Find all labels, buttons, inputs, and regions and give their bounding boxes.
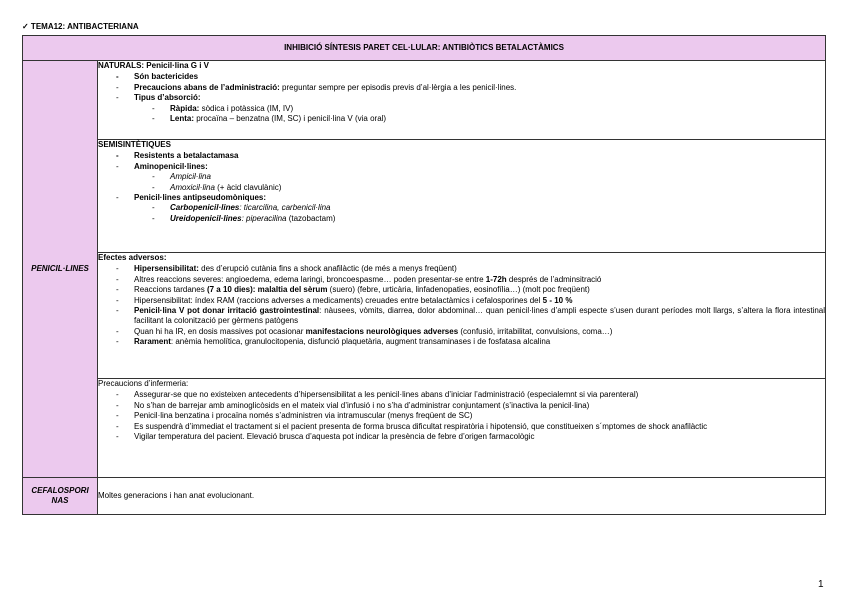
nursing-precautions-title: Precaucions d’infermeria: bbox=[98, 379, 189, 388]
semisynthetic-item: - Penicil·lines antipseudomòniques: - Carbopenicil·lines: ticarcilina, carbenicil·lina - Ureidopenicil·lines: piperacilina (tazobactam) bbox=[116, 193, 825, 224]
nursing-precautions-section bbox=[98, 379, 826, 478]
naturals-section bbox=[98, 61, 826, 140]
naturals-item: - Tipus d’absorció: - Ràpida: sòdica i potàssica (IM, IV) - Lenta: procaïna – benzatna (IM, SC) i penicil·lina V (via oral) bbox=[116, 93, 825, 124]
antipseudomonal-item: - Carbopenicil·lines: ticarcilina, carbenicil·lina bbox=[152, 203, 825, 213]
adverse-item: - Reaccions tardanes (7 a 10 dies): malaltia del sèrum (suero) (febre, urticària, linfadenopaties, eosinofília…) (molt poc freqüent) bbox=[116, 285, 825, 295]
naturals-title: NATURALS: Penicil·lina G i V bbox=[98, 61, 209, 70]
adverse-item: - Penicil·lina V pot donar irritació gastrointestinal: nàusees, vòmits, diarrea, dolor abdominal… quan penicil·lines d’ampli especte s’usen durant períodes molt llargs, s’altera la flora intestinal facilitant la colonització per gèrmens patògens bbox=[116, 306, 825, 327]
page-number: 1 bbox=[818, 579, 824, 590]
nursing-item: - Penicil·lina benzatina i procaïna només s’administren via intramuscular (menys freqüent de SC) bbox=[116, 411, 825, 421]
cephalosporins-label: CEFALOSPORI NAS bbox=[23, 478, 98, 515]
adverse-item: - Altres reaccions severes: angioedema, edema laringi, broncoespasme… poden presentar-se entre 1-72h després de l’adminsitració bbox=[116, 275, 825, 285]
semisynthetic-item: - Resistents a betalactamasa bbox=[116, 151, 825, 161]
semisynthetic-section bbox=[98, 140, 826, 253]
nursing-item: - No s’han de barrejar amb aminoglicòsids en el mateix vial d’infusió i no s’ha d’administrar conjuntament (s’inactiva la penicil·lina) bbox=[116, 401, 825, 411]
adverse-item: - Hipersensibilitat: índex RAM (raccions adverses a medicaments) creuades entre betalactàmics i cefalosporines del 5 - 10 % bbox=[116, 296, 825, 306]
nursing-item: - Vigilar temperatura del pacient. Elevació brusca d’aquesta pot indicar la presència de febre d’origen farmacològic bbox=[116, 432, 825, 442]
semisynthetic-item: - Aminopenicil·lines: - Ampicil·lina - Amoxicil·lina (+ àcid clavulànic) bbox=[116, 162, 825, 193]
penicillins-label: PENICIL·LINES bbox=[23, 61, 98, 478]
naturals-item: - Són bactericides bbox=[116, 72, 825, 82]
adverse-effects-section bbox=[98, 253, 826, 379]
semisynthetic-title: SEMISINTÈTIQUES bbox=[98, 140, 171, 149]
adverse-item: - Quan hi ha IR, en dosis massives pot ocasionar manifestacions neurològiques adverses (confusió, irritabilitat, convulsions, coma…) bbox=[116, 327, 825, 337]
adverse-item: - Hipersensibilitat: des d’erupció cutània fins a shock anafilàctic (de més a menys freqüent) bbox=[116, 264, 825, 274]
nursing-item: - Es suspendrà d’immediat el tractament si el pacient presenta de forma brusca dificultat respiratòria i hipotensió, que constitueixen s´mptomes de shock anafilàctic bbox=[116, 422, 825, 432]
betalactam-table bbox=[22, 35, 826, 515]
document-title: ✓ TEMA12: ANTIBACTERIANA bbox=[22, 22, 139, 31]
adverse-effects-title: Efectes adversos: bbox=[98, 253, 167, 262]
aminopenicillin-item: - Amoxicil·lina (+ àcid clavulànic) bbox=[152, 183, 825, 193]
antipseudomonal-item: - Ureidopenicil·lines: piperacilina (tazobactam) bbox=[152, 214, 825, 224]
cephalosporins-text: Moltes generacions i han anat evolucionant. bbox=[98, 478, 826, 515]
table-header: INHIBICIÓ SÍNTESIS PARET CEL·LULAR: ANTIBIÒTICS BETALACTÀMICS bbox=[23, 36, 826, 61]
adverse-item: - Rarament: anèmia hemolítica, granulocitopenia, disfunció plaquetària, augment transaminases i de fosfatasa alcalina bbox=[116, 337, 825, 347]
absorption-item: - Lenta: procaïna – benzatna (IM, SC) i penicil·lina V (via oral) bbox=[152, 114, 825, 124]
absorption-item: - Ràpida: sòdica i potàssica (IM, IV) bbox=[152, 104, 825, 114]
aminopenicillin-item: - Ampicil·lina bbox=[152, 172, 825, 182]
naturals-item: - Precaucions abans de l’administració: preguntar sempre per episodis previs d’al·lèrgia a les penicil·lines. bbox=[116, 83, 825, 93]
nursing-item: - Assegurar-se que no existeixen antecedents d’hipersensibilitat a les penicil·lines abans d’iniciar l’administració (especialemnt si via parenteral) bbox=[116, 390, 825, 400]
